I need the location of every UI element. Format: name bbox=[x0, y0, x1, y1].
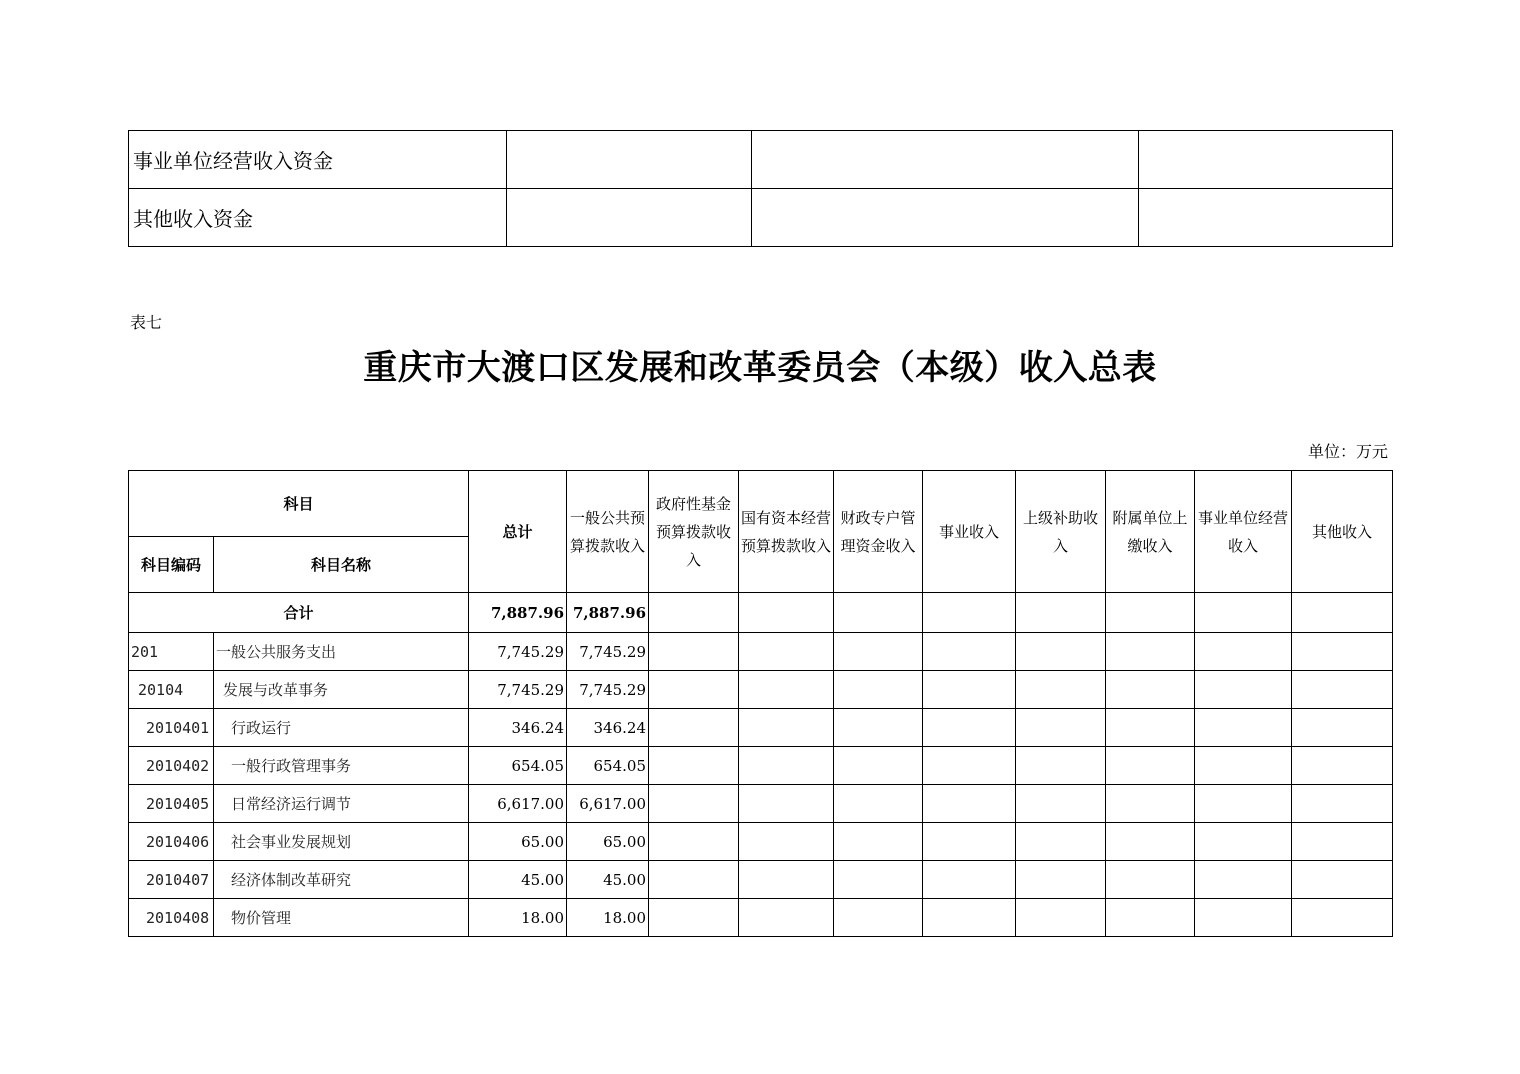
empty-cell bbox=[1106, 747, 1195, 785]
income-summary-table bbox=[128, 470, 1393, 937]
empty-cell bbox=[649, 823, 739, 861]
row-general-budget: 45.00 bbox=[567, 861, 649, 899]
empty-cell bbox=[834, 633, 923, 671]
empty-cell bbox=[1292, 747, 1393, 785]
empty-cell bbox=[1292, 593, 1393, 633]
subject-code: 2010408 bbox=[129, 899, 214, 937]
table-row bbox=[129, 899, 1393, 937]
subject-name: 发展与改革事务 bbox=[214, 671, 469, 709]
empty-cell bbox=[1106, 823, 1195, 861]
table-row bbox=[129, 823, 1393, 861]
empty-cell bbox=[649, 633, 739, 671]
empty-cell bbox=[1016, 593, 1106, 633]
row-total: 7,745.29 bbox=[469, 671, 567, 709]
table-row bbox=[129, 861, 1393, 899]
empty-cell bbox=[1292, 785, 1393, 823]
subject-code: 20104 bbox=[129, 671, 214, 709]
table-row bbox=[129, 747, 1393, 785]
header-affiliated-turnover: 附属单位上缴收入 bbox=[1106, 471, 1195, 593]
empty-cell bbox=[1292, 671, 1393, 709]
header-total: 总计 bbox=[469, 471, 567, 593]
empty-cell bbox=[1016, 899, 1106, 937]
empty-cell bbox=[1016, 823, 1106, 861]
empty-cell bbox=[1106, 899, 1195, 937]
empty-cell bbox=[1195, 709, 1292, 747]
empty-cell bbox=[649, 709, 739, 747]
subject-name: 物价管理 bbox=[214, 899, 469, 937]
row-general-budget: 6,617.00 bbox=[567, 785, 649, 823]
empty-cell bbox=[834, 899, 923, 937]
subject-name: 一般公共服务支出 bbox=[214, 633, 469, 671]
empty-cell bbox=[923, 861, 1016, 899]
subject-code: 2010407 bbox=[129, 861, 214, 899]
empty-cell bbox=[739, 785, 834, 823]
empty-cell bbox=[923, 785, 1016, 823]
row-general-budget: 7,745.29 bbox=[567, 633, 649, 671]
row-total: 654.05 bbox=[469, 747, 567, 785]
row-label: 事业单位经营收入资金 bbox=[129, 131, 507, 189]
empty-cell bbox=[1195, 671, 1292, 709]
header-code: 科目编码 bbox=[129, 537, 214, 593]
empty-cell bbox=[834, 593, 923, 633]
empty-cell bbox=[834, 709, 923, 747]
empty-cell bbox=[1195, 747, 1292, 785]
subject-name: 社会事业发展规划 bbox=[214, 823, 469, 861]
header-row bbox=[129, 471, 1393, 537]
subject-name: 日常经济运行调节 bbox=[214, 785, 469, 823]
empty-cell bbox=[649, 899, 739, 937]
row-general-budget: 18.00 bbox=[567, 899, 649, 937]
total-general-budget: 7,887.96 bbox=[567, 593, 649, 633]
subject-code: 2010402 bbox=[129, 747, 214, 785]
empty-cell bbox=[1195, 899, 1292, 937]
empty-cell bbox=[1016, 671, 1106, 709]
header-superior-subsidy: 上级补助收入 bbox=[1016, 471, 1106, 593]
table-row bbox=[129, 633, 1393, 671]
empty-cell bbox=[1195, 633, 1292, 671]
empty-cell bbox=[834, 671, 923, 709]
empty-cell bbox=[923, 899, 1016, 937]
empty-cell bbox=[1292, 823, 1393, 861]
empty-cell bbox=[923, 633, 1016, 671]
subject-code: 201 bbox=[129, 633, 214, 671]
empty-cell bbox=[834, 747, 923, 785]
subject-code: 2010401 bbox=[129, 709, 214, 747]
empty-cell bbox=[1139, 189, 1393, 247]
header-gov-fund: 政府性基金预算拨款收入 bbox=[649, 471, 739, 593]
empty-cell bbox=[739, 671, 834, 709]
total-label: 合计 bbox=[129, 593, 469, 633]
empty-cell bbox=[1195, 593, 1292, 633]
empty-cell bbox=[1195, 823, 1292, 861]
subject-name: 一般行政管理事务 bbox=[214, 747, 469, 785]
subject-name: 经济体制改革研究 bbox=[214, 861, 469, 899]
header-operating-income: 事业单位经营收入 bbox=[1195, 471, 1292, 593]
header-general-budget: 一般公共预算拨款收入 bbox=[567, 471, 649, 593]
table-row bbox=[129, 785, 1393, 823]
empty-cell bbox=[1292, 709, 1393, 747]
row-general-budget: 7,745.29 bbox=[567, 671, 649, 709]
empty-cell bbox=[739, 747, 834, 785]
row-general-budget: 654.05 bbox=[567, 747, 649, 785]
header-business-income: 事业收入 bbox=[923, 471, 1016, 593]
row-general-budget: 346.24 bbox=[567, 709, 649, 747]
empty-cell bbox=[739, 593, 834, 633]
empty-cell bbox=[752, 131, 1139, 189]
table-row bbox=[129, 709, 1393, 747]
empty-cell bbox=[1106, 785, 1195, 823]
page-title: 重庆市大渡口区发展和改革委员会（本级）收入总表 bbox=[363, 348, 1157, 388]
subject-name: 行政运行 bbox=[214, 709, 469, 747]
row-total: 45.00 bbox=[469, 861, 567, 899]
row-total: 7,745.29 bbox=[469, 633, 567, 671]
empty-cell bbox=[923, 709, 1016, 747]
empty-cell bbox=[1016, 747, 1106, 785]
unit-label: 单位：万元 bbox=[1307, 442, 1388, 461]
empty-cell bbox=[1195, 861, 1292, 899]
empty-cell bbox=[507, 131, 752, 189]
empty-cell bbox=[1016, 709, 1106, 747]
empty-cell bbox=[1106, 861, 1195, 899]
empty-cell bbox=[923, 671, 1016, 709]
row-general-budget: 65.00 bbox=[567, 823, 649, 861]
subject-code: 2010406 bbox=[129, 823, 214, 861]
empty-cell bbox=[1195, 785, 1292, 823]
header-fiscal-special: 财政专户管理资金收入 bbox=[834, 471, 923, 593]
header-name: 科目名称 bbox=[214, 537, 469, 593]
empty-cell bbox=[649, 593, 739, 633]
header-state-capital: 国有资本经营预算拨款收入 bbox=[739, 471, 834, 593]
empty-cell bbox=[1016, 785, 1106, 823]
subject-code: 2010405 bbox=[129, 785, 214, 823]
empty-cell bbox=[739, 633, 834, 671]
empty-cell bbox=[1292, 861, 1393, 899]
empty-cell bbox=[739, 823, 834, 861]
empty-cell bbox=[923, 823, 1016, 861]
empty-cell bbox=[1016, 633, 1106, 671]
empty-cell bbox=[834, 823, 923, 861]
header-other-income: 其他收入 bbox=[1292, 471, 1393, 593]
row-total: 346.24 bbox=[469, 709, 567, 747]
empty-cell bbox=[649, 747, 739, 785]
row-total: 18.00 bbox=[469, 899, 567, 937]
empty-cell bbox=[739, 899, 834, 937]
empty-cell bbox=[923, 747, 1016, 785]
empty-cell bbox=[752, 189, 1139, 247]
empty-cell bbox=[739, 861, 834, 899]
table-row bbox=[129, 671, 1393, 709]
empty-cell bbox=[1016, 861, 1106, 899]
empty-cell bbox=[923, 593, 1016, 633]
empty-cell bbox=[507, 189, 752, 247]
table-row bbox=[129, 131, 1393, 189]
row-label: 其他收入资金 bbox=[129, 189, 507, 247]
empty-cell bbox=[1292, 633, 1393, 671]
empty-cell bbox=[834, 861, 923, 899]
total-value: 7,887.96 bbox=[469, 593, 567, 633]
empty-cell bbox=[649, 861, 739, 899]
continuation-table bbox=[128, 130, 1393, 247]
empty-cell bbox=[834, 785, 923, 823]
empty-cell bbox=[1106, 709, 1195, 747]
row-total: 65.00 bbox=[469, 823, 567, 861]
empty-cell bbox=[649, 671, 739, 709]
empty-cell bbox=[1139, 131, 1393, 189]
empty-cell bbox=[1292, 899, 1393, 937]
header-subject: 科目 bbox=[129, 471, 469, 537]
empty-cell bbox=[649, 785, 739, 823]
empty-cell bbox=[1106, 593, 1195, 633]
empty-cell bbox=[1106, 633, 1195, 671]
empty-cell bbox=[1106, 671, 1195, 709]
table-number-label: 表七 bbox=[130, 313, 163, 332]
empty-cell bbox=[739, 709, 834, 747]
row-total: 6,617.00 bbox=[469, 785, 567, 823]
table-row bbox=[129, 189, 1393, 247]
total-row bbox=[129, 593, 1393, 633]
